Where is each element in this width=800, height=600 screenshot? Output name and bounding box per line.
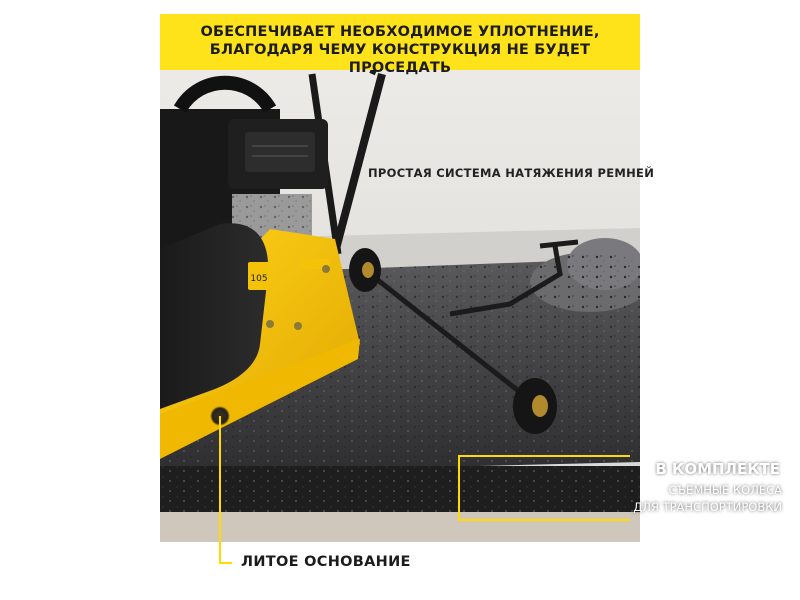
banner-line-1: ОБЕСПЕЧИВАЕТ НЕОБХОДИМОЕ УПЛОТНЕНИЕ, (200, 24, 600, 40)
base-callout-line-end (219, 562, 232, 564)
transport-wheel-bottom (513, 378, 557, 434)
belt-tension-label: ПРОСТАЯ СИСТЕМА НАТЯЖЕНИЯ РЕМНЕЙ (368, 166, 655, 180)
kit-title: В КОМПЛЕКТЕ (655, 460, 780, 478)
banner-line-2: БЛАГОДАРЯ ЧЕМУ КОНСТРУКЦИЯ НЕ БУДЕТ ПРОСЕДАТЬ (209, 42, 591, 76)
kit-subtitle-line-1: СЪЕМНЫЕ КОЛЕСА (668, 483, 782, 497)
transport-wheel-top (349, 248, 381, 292)
header-banner (160, 14, 640, 76)
base-callout-line (219, 416, 221, 564)
kit-subtitle (562, 482, 782, 516)
plate-marking: 105 (250, 274, 268, 284)
cast-base-label: ЛИТОЕ ОСНОВАНИЕ (241, 554, 411, 570)
kit-subtitle-line-2: ДЛЯ ТРАНСПОРТИРОВКИ (633, 500, 782, 514)
